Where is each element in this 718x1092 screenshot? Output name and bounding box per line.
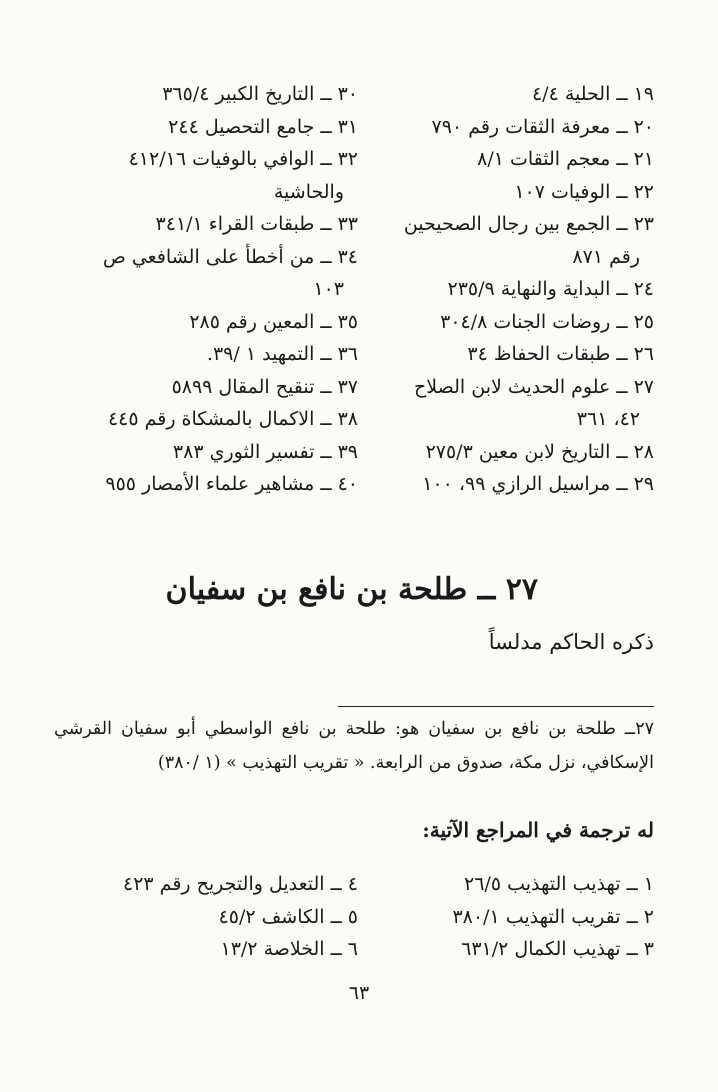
source-item: ٥ ــ الكاشف ٤٥/٢ xyxy=(218,905,358,928)
reference-item-continuation: ١٠٣ xyxy=(313,278,344,300)
reference-item: ٢٧ ــ علوم الحديث لابن الصلاح xyxy=(414,375,654,398)
source-item: ٦ ــ الخلاصة ١٣/٢ xyxy=(220,938,358,960)
footnote-divider xyxy=(338,706,654,707)
sources-column-left xyxy=(86,868,358,966)
reference-item: ٣٤ ــ من أخطأ على الشافعي ص xyxy=(102,245,358,268)
sources-column-right xyxy=(374,868,654,966)
references-column-right xyxy=(374,78,654,501)
source-item: ٣ ــ تهذيب الكمال ٦٣١/٢ xyxy=(461,938,654,960)
reference-item: ٣٦ ــ التمهيد ١ /٣٩. xyxy=(206,343,358,365)
reference-item: ٣٢ ــ الوافي بالوفيات ٤١٢/١٦ xyxy=(128,148,358,170)
reference-item: ٣٥ ــ المعين رقم ٢٨٥ xyxy=(189,310,358,333)
reference-item: ٣٨ ــ الاكمال بالمشكاة رقم ٤٤٥ xyxy=(107,408,358,430)
reference-item-continuation: رقم ٨٧١ xyxy=(572,245,640,268)
reference-item: ٢٥ ــ روضات الجنات ٣٠٤/٨ xyxy=(440,310,654,333)
source-item: ٤ ــ التعديل والتجريح رقم ٤٢٣ xyxy=(123,873,358,895)
reference-item: ١٩ ــ الحلية ٤/٤ xyxy=(531,83,654,105)
reference-item: ٣٣ ــ طبقات القراء ٣٤١/١ xyxy=(155,213,358,235)
reference-item-continuation: والحاشية xyxy=(273,180,344,203)
entry-mention: ذكره الحاكم مدلساً xyxy=(488,630,654,654)
sources-title: له ترجمة في المراجع الآتية: xyxy=(422,818,654,842)
reference-item: ٤٠ ــ مشاهير علماء الأمصار ٩٥٥ xyxy=(105,473,358,495)
reference-item: ٣٧ ــ تنقيح المقال ٥٨٩٩ xyxy=(171,375,358,398)
footnote-text: ٢٧ــ طلحة بن نافع بن سفيان هو: طلحة بن نافع الواسطي أبو سفيان القرشي الإسكافي، نزل مكة، صدوق من الرابعة. « تقريب التهذيب » (١ /٣٨٠) xyxy=(54,719,654,773)
page-number: ٦٣ xyxy=(348,982,370,1004)
reference-item: ٢١ ــ معجم الثقات ٨/١ xyxy=(477,148,654,170)
reference-item: ٢٦ ــ طبقات الحفاظ ٣٤ xyxy=(467,343,654,365)
reference-item: ٢٢ ــ الوفيات ١٠٧ xyxy=(514,180,654,203)
reference-item: ٢٤ ــ البداية والنهاية ٢٣٥/٩ xyxy=(447,278,654,300)
reference-item: ٣١ ــ جامع التحصيل ٢٤٤ xyxy=(168,115,358,138)
reference-item-continuation: ٤٢، ٣٦١ xyxy=(576,408,640,430)
reference-item: ٢٩ ــ مراسيل الرازي ٩٩، ١٠٠ xyxy=(422,473,654,495)
reference-item: ٢٨ ــ التاريخ لابن معين ٢٧٥/٣ xyxy=(425,440,654,463)
reference-item: ٣٠ ــ التاريخ الكبير ٣٦٥/٤ xyxy=(162,83,358,105)
reference-item: ٣٩ ــ تفسير الثوري ٣٨٣ xyxy=(172,440,358,463)
references-column-left xyxy=(86,78,358,501)
reference-item: ٢٠ ــ معرفة الثقات رقم ٧٩٠ xyxy=(431,115,654,138)
source-item: ١ ــ تهذيب التهذيب ٢٦/٥ xyxy=(464,873,654,895)
source-item: ٢ ــ تقريب التهذيب ٣٨٠/١ xyxy=(452,905,654,928)
entry-heading: ٢٧ ــ طلحة بن نافع بن سفيان xyxy=(165,572,538,607)
reference-item: ٢٣ ــ الجمع بين رجال الصحيحين xyxy=(403,213,654,235)
